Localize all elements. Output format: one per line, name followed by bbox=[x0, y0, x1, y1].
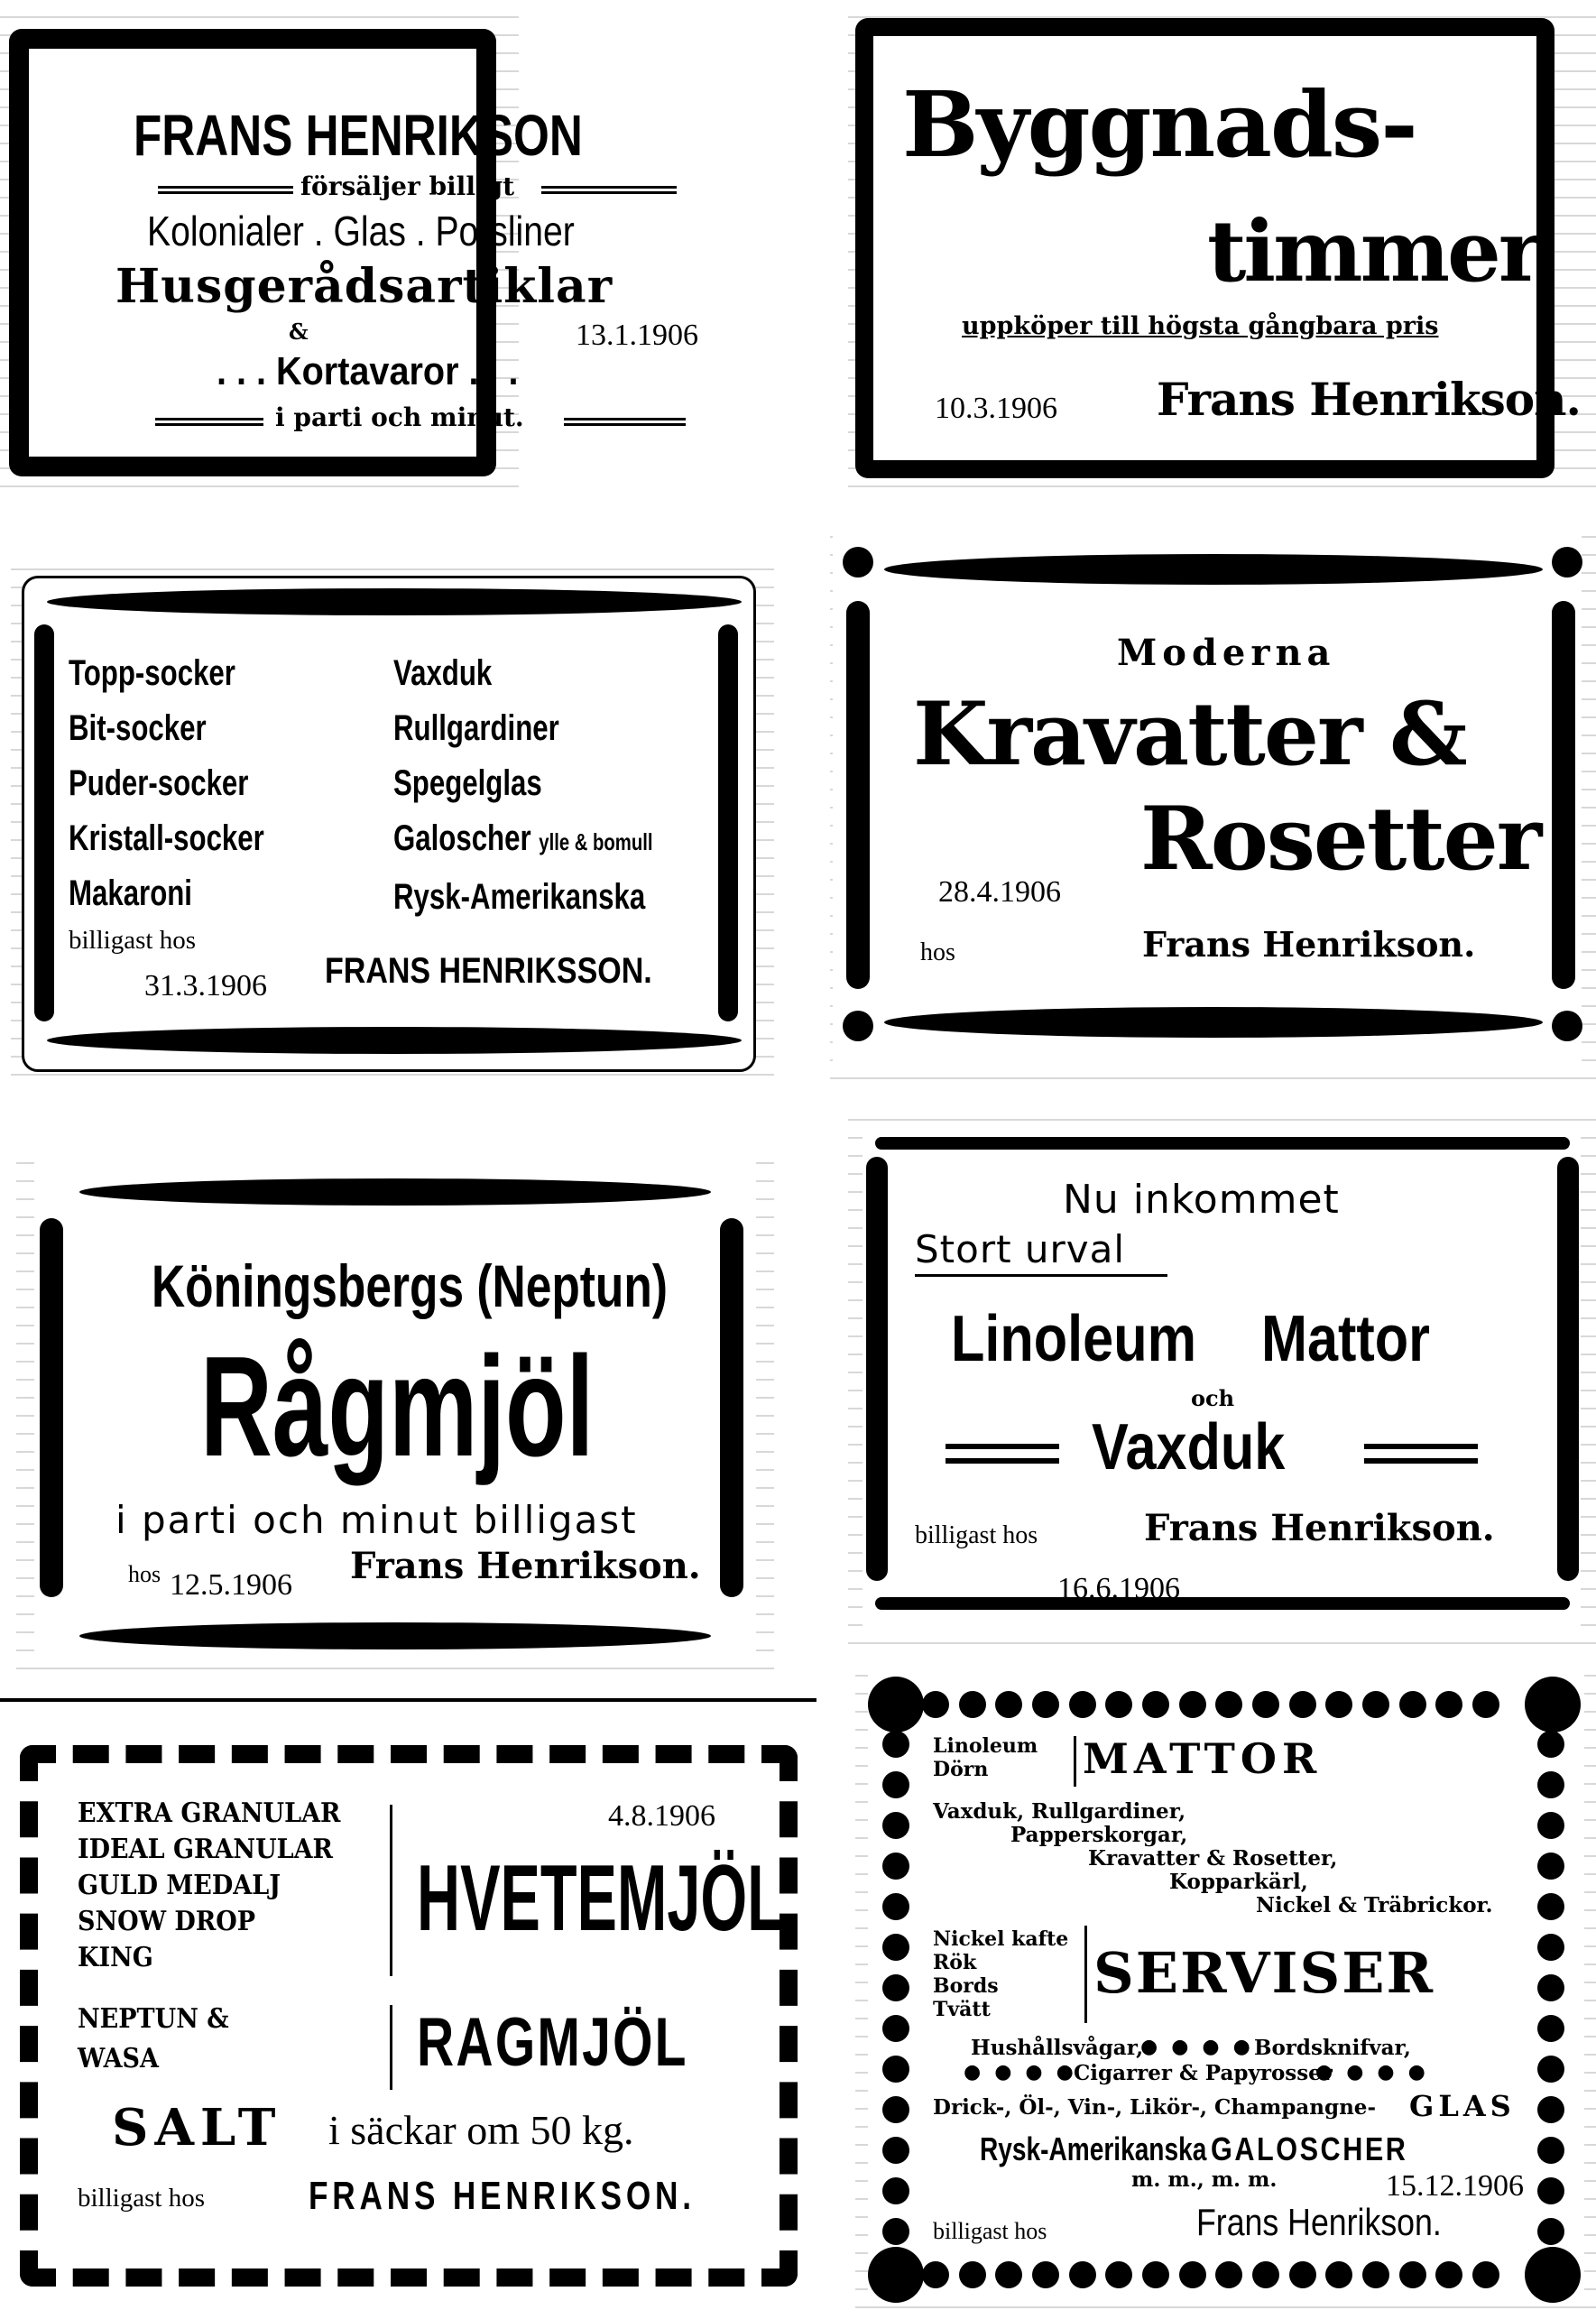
ornament-bottom bbox=[79, 1622, 711, 1649]
ornament-right bbox=[1552, 601, 1575, 989]
corner-dot bbox=[868, 2247, 924, 2303]
brace-line bbox=[1074, 1736, 1076, 1787]
brand-list bbox=[78, 1796, 340, 1976]
brace-line bbox=[1084, 1926, 1087, 2023]
divider bbox=[155, 418, 263, 426]
dot-border-right bbox=[1537, 1731, 1564, 2245]
list-item: KING bbox=[78, 1942, 153, 1973]
ad-title-ragmjol: Rågmjöl bbox=[200, 1327, 595, 1486]
ad-line: Bordsknifvar, bbox=[1254, 2036, 1411, 2060]
ad-signature: FRANS HENRIKSSON. bbox=[325, 951, 652, 991]
bullet-dots: ● ● ● ● bbox=[1315, 2061, 1429, 2084]
ad-line-goods: Kolonialer . Glas . Porsliner bbox=[147, 208, 575, 254]
mattor-list-item: Linoleum bbox=[933, 1734, 1038, 1758]
serv-list-item: Nickel kafte bbox=[933, 1927, 1069, 1951]
list-item: SNOW DROP bbox=[78, 1906, 256, 1937]
ad-heading: FRANS HENRIKSON bbox=[134, 103, 583, 168]
ad-line-stort-urval: Stort urval bbox=[915, 1227, 1126, 1271]
dot-border-top bbox=[922, 1691, 1499, 1718]
divider bbox=[564, 418, 686, 426]
ornament-right bbox=[718, 624, 738, 1021]
brace-line bbox=[390, 2005, 392, 2090]
list-item: Makaroni bbox=[69, 873, 192, 913]
list-item: Spegelglas bbox=[393, 763, 542, 803]
ad-line: Vaxduk, Rullgardiner, bbox=[933, 1799, 1186, 1824]
serv-list-item: Rök bbox=[933, 1951, 977, 1974]
ad-cheap: billigast hos bbox=[933, 2218, 1047, 2244]
ad-pre: Moderna bbox=[1117, 632, 1336, 674]
ad-cheap: billigast hos bbox=[69, 926, 196, 955]
ad-subheading: uppköper till högsta gångbara pris bbox=[962, 312, 1439, 340]
ornament-top bbox=[884, 554, 1543, 585]
divider bbox=[541, 186, 677, 194]
ornament-top bbox=[47, 588, 742, 615]
serv-list-item: Bords bbox=[933, 1974, 999, 1998]
ad-product-hvetemjol: HVETEMJÖL bbox=[417, 1846, 784, 1951]
dot-border-left bbox=[882, 1731, 909, 2245]
bullet-dots: ● ● ● ● bbox=[964, 2061, 1077, 2084]
corner-dot bbox=[843, 1011, 873, 1041]
list-item: Galoscher ylle & bomull bbox=[393, 818, 653, 858]
ad-glas: GLAS bbox=[1409, 2089, 1516, 2123]
list-item: IDEAL GRANULAR bbox=[78, 1834, 334, 1865]
ad-subheading: i parti och minut billigast bbox=[115, 1498, 638, 1542]
ad-date: 16.6.1906 bbox=[1057, 1572, 1180, 1605]
ad-line: Rysk-Amerikanska bbox=[980, 2130, 1207, 2167]
ad-title-byggnads: Byggnads- bbox=[902, 71, 1416, 178]
ad-title-timmer: timmer bbox=[1207, 202, 1541, 301]
left-product-list bbox=[69, 646, 264, 921]
ad-date: 15.12.1906 bbox=[1386, 2169, 1524, 2203]
corner-dot bbox=[843, 547, 873, 578]
list-item: EXTRA GRANULAR bbox=[78, 1797, 341, 1829]
ad-signature: FRANS HENRIKSON. bbox=[309, 2174, 696, 2218]
ad-title-rosetter: Rosetter bbox=[1140, 788, 1541, 890]
ad-line-kortavaror: . . . Kortavaror . . . bbox=[217, 349, 519, 393]
page-rule bbox=[0, 1698, 816, 1702]
ad-title-linoleum: Linoleum bbox=[951, 1303, 1196, 1375]
ad-subheading: försäljer billigt bbox=[300, 171, 515, 201]
underline bbox=[915, 1274, 1167, 1277]
ad-galoscher: GALOSCHER bbox=[1211, 2130, 1408, 2167]
ad-socker-vaxduk bbox=[11, 552, 774, 1092]
ad-product-ragmjol: RAGMJÖL bbox=[417, 2004, 688, 2081]
ad-signature: Frans Henrikson. bbox=[350, 1545, 701, 1587]
right-product-list bbox=[393, 646, 653, 925]
divider bbox=[158, 186, 293, 194]
ad-line: Kravatter & Rosetter, bbox=[1088, 1846, 1338, 1871]
ad-frans-henrikson-kolonialer bbox=[0, 0, 613, 487]
ad-date: 4.8.1906 bbox=[608, 1799, 715, 1833]
ad-cheap: billigast hos bbox=[78, 2184, 205, 2213]
ad-title-mattor: Mattor bbox=[1261, 1303, 1430, 1375]
ad-linoleum-mattor bbox=[848, 1103, 1596, 1646]
ad-heading: Köningsbergs (Neptun) bbox=[152, 1252, 668, 1319]
galoscher-note: ylle & bomull bbox=[539, 828, 653, 855]
ad-date: 12.5.1906 bbox=[170, 1568, 292, 1602]
corner-dot bbox=[1525, 1677, 1581, 1732]
serv-list-item: Tvätt bbox=[933, 1998, 991, 2021]
corner-dot bbox=[1525, 2247, 1581, 2303]
ad-date: 28.4.1906 bbox=[938, 875, 1061, 909]
ad-date: 10.3.1906 bbox=[935, 392, 1057, 425]
corner-dot bbox=[1552, 1011, 1582, 1041]
list-item: Kristall-socker bbox=[69, 818, 264, 858]
ornament-bottom bbox=[884, 1007, 1543, 1038]
ad-salt: SALT bbox=[112, 2098, 282, 2158]
ad-ragmjol-neptun bbox=[16, 1146, 774, 1673]
ornament-left bbox=[866, 1157, 888, 1581]
ad-salt-rest: i säckar om 50 kg. bbox=[328, 2107, 634, 2153]
bottom-border bbox=[875, 1597, 1570, 1610]
ornament-right bbox=[1557, 1157, 1579, 1581]
list-item: Rullgardiner bbox=[393, 708, 559, 748]
ad-signature: Frans Henrikson. bbox=[1196, 2201, 1442, 2243]
list-item: Vaxduk bbox=[393, 653, 493, 693]
list-item: Bit-socker bbox=[69, 708, 207, 748]
ad-signature: Frans Henrikson. bbox=[1157, 373, 1581, 426]
corner-dot bbox=[868, 1677, 924, 1732]
dash-right bbox=[1364, 1444, 1478, 1464]
ad-hvetemjol-ragmjol bbox=[0, 1698, 816, 2310]
ad1-date: 13.1.1906 bbox=[576, 319, 698, 352]
corner-dot bbox=[1552, 547, 1582, 578]
ad-line-husgerad: Husgerådsartiklar bbox=[115, 259, 613, 314]
ad-mattor: MATTOR bbox=[1083, 1734, 1323, 1783]
ad-line-nu-inkommet: Nu inkommet bbox=[1063, 1177, 1340, 1223]
ad-signature: Frans Henrikson. bbox=[1144, 1507, 1495, 1549]
list-item: Rysk-Amerikanska bbox=[393, 877, 646, 917]
ad-mattor-serviser bbox=[855, 1659, 1596, 2310]
ad-kravatter-rosetter bbox=[830, 520, 1596, 1079]
ornament-top bbox=[79, 1178, 711, 1206]
top-border bbox=[875, 1137, 1570, 1150]
ad-footer: i parti och minut. bbox=[275, 402, 524, 432]
ad-line: Hushållsvågar, bbox=[971, 2036, 1144, 2060]
ad-line: Papperskorgar, bbox=[1010, 1823, 1188, 1847]
ad-line: Drick-, Öl-, Vin-, Likör-, Champangne- bbox=[933, 2095, 1376, 2120]
ad-title-kravatter: Kravatter & bbox=[913, 683, 1466, 785]
ad-line: Kopparkärl, bbox=[1169, 1870, 1308, 1894]
ad-line: Nickel & Träbrickor. bbox=[1256, 1893, 1493, 1917]
ornament-left bbox=[40, 1218, 63, 1597]
bullet-dots: ● ● ● ● bbox=[1140, 2036, 1254, 2058]
ornament-bottom bbox=[47, 1027, 742, 1054]
ornament-right bbox=[720, 1218, 743, 1597]
ad-hos: hos bbox=[920, 938, 955, 966]
brand-list-2 bbox=[78, 2000, 229, 2079]
ampersand: & bbox=[289, 319, 309, 345]
ad-date: 31.3.1906 bbox=[144, 969, 267, 1003]
ad-line: m. m., m. m. bbox=[1131, 2167, 1278, 2192]
ad-signature: Frans Henrikson. bbox=[1142, 924, 1476, 965]
ad-cheap: billigast hos bbox=[915, 1521, 1038, 1549]
list-item: Topp-socker bbox=[69, 653, 235, 693]
ad-hos: hos bbox=[128, 1561, 161, 1587]
ad-och: och bbox=[1191, 1385, 1235, 1411]
dash-left bbox=[946, 1444, 1059, 1464]
ad-serviser: SERVISER bbox=[1093, 1940, 1435, 2006]
ornament-left bbox=[34, 624, 54, 1021]
list-item: WASA bbox=[78, 2043, 159, 2074]
ornament-left bbox=[846, 601, 870, 989]
mattor-list-item: Dörn bbox=[933, 1758, 989, 1781]
list-item: Puder-socker bbox=[69, 763, 249, 803]
ad-title-vaxduk: Vaxduk bbox=[1092, 1411, 1286, 1483]
ad-line: Cigarrer & Papyrosser bbox=[1074, 2061, 1333, 2085]
brace-line bbox=[390, 1805, 392, 1976]
list-item: GULD MEDALJ bbox=[78, 1870, 281, 1901]
dot-border-bottom bbox=[922, 2261, 1499, 2288]
list-item: NEPTUN & bbox=[78, 2003, 229, 2035]
ad-byggnadstimmer bbox=[848, 0, 1596, 487]
